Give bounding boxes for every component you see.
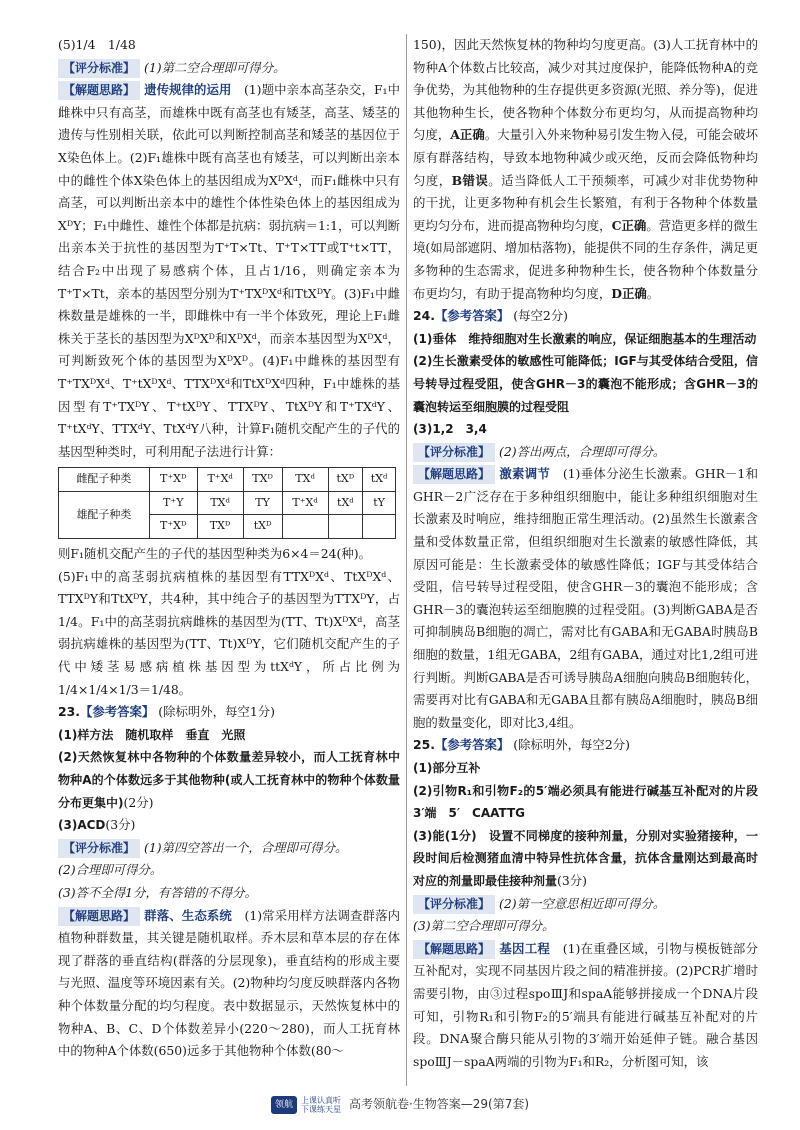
female-gamete-label: 雌配子种类: [59, 468, 150, 492]
gamete-cell: tY: [363, 491, 396, 515]
solution-text: (1)垂体分泌生长激素。GHR－1和GHR－2广泛存在于多种组织细胞中，能让多种组织细胞对生长激素及时响应，维持细胞正常生理活动。(2)虽然生长激素含量和受体数量正常，但组织细胞对生长激素的敏感性降低，其原因可能是：生长激素受体的敏感性降低；IGF与其受体结合受阻，信号转导过程受阻，使含GHR－3的囊泡不能形成；含GHR－3的囊泡转运至细胞膜的过程受阻。(3)判断GABA是否可抑制胰岛B细胞的凋亡，需对比有GABA和无GABA时胰岛B细胞的数量，1组无GABA，2组有GABA，通过对比1,2组可进行判断。判断GABA是否可诱导胰岛A细胞向胰岛B细胞转化，需要再对比有GABA和无GABA且都有胰岛A细胞时，胰岛B细胞的数量变化，即对比3,4组。: [413, 466, 759, 730]
gamete-cell: T⁺Xᵈ: [282, 491, 328, 515]
scoring-text: (2)答出两点，合理即可得分。: [499, 443, 666, 459]
verdict: A正确: [450, 127, 485, 143]
knowledge-point: 基因工程: [499, 940, 551, 956]
gamete-cell: TXᵈ: [197, 491, 243, 515]
scoring-text: (3)答不全得1分，有答错的不得分。: [58, 884, 257, 900]
knowledge-point: 遗传规律的运用: [144, 82, 232, 98]
answer-text: (3)能(1分) 设置不同梯度的接种剂量，分别对实验猪接种，一段时间后检测猪血清中特异性抗体含量，抗体含量刚达到最高时对应的剂量即最佳接种剂量: [413, 828, 758, 888]
gamete-cell: T⁺Xᴰ: [149, 515, 197, 539]
scoring-criteria-q25: [413, 893, 758, 916]
solution-tag: 【解题思路】: [58, 81, 140, 100]
gamete-table: [58, 467, 396, 539]
gamete-cell: T⁺Xᵈ: [197, 468, 243, 492]
q24-header: [413, 305, 758, 328]
scoring-text: (3)第二空合理即可得分。: [413, 918, 555, 934]
question-number: 23.: [58, 704, 80, 720]
brand-slogan: [301, 1096, 341, 1114]
score-note: (除标明外，每空1分): [158, 704, 275, 720]
solution-tag: 【解题思路】: [58, 907, 140, 926]
solution-text: (1)在重叠区域，引物与模板链部分互补配对，实现不同基因片段之间的精准拼接。(2)PCR扩增时需要引物，由③过程spoⅢJ和spaA能够拼接成一个DNA片段可知，引物R₁和引物F₂的5′端具有能进行碱基互补配对的片段。DNA聚合酶只能从引物的3′端开始延伸子链。融合基因spoⅢJ－spaA两端的引物为F₁和R₂，分析图可知，该: [413, 940, 759, 1069]
solution-q22-cont: 则F₁随机交配产生的子代的基因型种类为6×4＝24(种)。: [58, 546, 371, 562]
left-column: [58, 34, 400, 1063]
knowledge-point: 群落、生态系统: [144, 907, 232, 923]
scoring-text: (2)合理即可得分。: [58, 862, 163, 878]
q23-answer-1: (1)样方法 随机取样 垂直 光照: [58, 727, 246, 742]
gamete-cell: tXᴰ: [328, 468, 363, 492]
q23-answer-2: [58, 746, 400, 814]
slogan-line: 上课认真听: [300, 1095, 341, 1105]
solution-tag: 【解题思路】: [413, 465, 495, 484]
gamete-cell: [282, 515, 328, 539]
column-divider: [406, 34, 407, 1086]
gamete-cell: tXᵈ: [328, 491, 363, 515]
q23-answer-3: [58, 814, 400, 837]
answer-tag: 【参考答案】: [79, 704, 155, 720]
scoring-text: (2)第一空意思相近即可得分。: [499, 895, 666, 911]
scoring-tag: 【评分标准】: [58, 59, 140, 78]
gamete-cell: TXᴰ: [197, 515, 243, 539]
solution-text: (1)常采用样方法调查群落内植物种群数量，其关键是随机取样。乔木层和草本层的存在体现了群落的垂直结构(群落的分层现象)，垂直结构的形成主要与光照、温度等环境因素有关。(2)物种均匀度反映群落内各物种个体数量分配的均匀程度。表中数据显示，天然恢复林中的物种A、B、C、D个体数差异小(220～280)，而人工抚育林中的物种A个体数(650)远多于其他物种个体数(80～: [58, 907, 400, 1059]
gamete-cell: TY: [243, 491, 282, 515]
answer-tag: 【参考答案】: [434, 308, 510, 324]
gamete-cell: TXᵈ: [282, 468, 328, 492]
gamete-cell: [328, 515, 363, 539]
slogan-line: 下课练天星: [300, 1104, 341, 1114]
q25-header: [413, 734, 758, 757]
scoring-criteria-q24: [413, 441, 758, 464]
right-column: [413, 34, 771, 1073]
q24-answer-3: (3)1,2 3,4: [413, 422, 487, 437]
scoring-text: (1)第二空合理即可得分。: [144, 59, 286, 75]
scoring-tag: 【评分标准】: [58, 839, 140, 858]
scoring-tag: 【评分标准】: [413, 443, 495, 462]
solution-q23-cont: 150)，因此天然恢复林的物种均匀度更高。(3)人工抚育林中的物种A个体数占比较高，减少对其过度保护，能降低物种A的竞争优势，为其他物种的生存提供更多资源(光照、养分等)，促进其他物种生长，使各物种个体数分布更均匀，从而提高物种均匀度，A正确。大量引入外来物种易引发生物入侵，可能会破坏原有群落结构，导致本地物种减少或灭绝，反而会降低物种均匀度，B错误。适当降低人工干预频率，可减少对非优势物种的干扰，让更多物种有机会生长繁殖，有利于各物种个体数量更均匀分布，进而提高物种均匀度，C正确。营造更多样的微生境(如局部遮阴、增加枯落物)，能提供不同的生存条件，满足更多物种的生态需求，促进多种物种生长，使各物种个体数量分布更均匀，有助于提高物种均匀度，D正确。: [413, 37, 759, 301]
answer-text: (3)ACD: [58, 818, 106, 833]
solution-text: 。营造更多样的微生境(如局部遮阴、增加枯落物)，能提供不同的生存条件，满足更多物种的生态需求，促进多种物种生长，使各物种个体数量分布更均匀，有助于提高物种均匀度，: [413, 217, 758, 301]
score-text: (3分): [105, 817, 136, 833]
solution-q24: [413, 463, 758, 734]
question-number: 25.: [413, 737, 435, 753]
solution-q25: [413, 938, 758, 1074]
score-text: (2分): [123, 794, 154, 810]
verdict: C正确: [611, 217, 647, 233]
q24-answer-1: (1)垂体 维持细胞对生长激素的响应，保证细胞基本的生理活动: [413, 331, 757, 346]
answer-tag: 【参考答案】: [434, 737, 510, 753]
gamete-cell: T⁺Y: [149, 491, 197, 515]
solution-text: 。大量引入外来物种易引发生物入侵，可能会破坏原有群落结构，导致本地物种减少或灭绝，反而会降低物种均匀度，: [413, 127, 759, 188]
knowledge-point: 激素调节: [499, 466, 551, 482]
solution-text: 。适当降低人工干预频率，可减少对非优势物种的干扰，让更多物种有机会生长繁殖，有利于各物种个体数量更均匀分布，进而提高物种均匀度，: [413, 172, 759, 233]
gamete-cell: [363, 515, 396, 539]
q25-answer-1: (1)部分互补: [413, 761, 481, 775]
brand-logo: 领航: [271, 1096, 297, 1114]
q23-header: [58, 701, 400, 724]
scoring-tag: 【评分标准】: [413, 895, 495, 914]
solution-text: 150)，因此天然恢复林的物种均匀度更高。(3)人工抚育林中的物种A个体数占比较高，减少对其过度保护，能降低物种A的竞争优势，为其他物种的生存提供更多资源(光照、养分等)，促进其他物种生长，使各物种个体数分布更均匀，从而提高物种均匀度，: [413, 37, 758, 143]
score-note: (除标明外，每空2分): [513, 737, 630, 753]
scoring-criteria-q22: [58, 57, 400, 80]
scoring-text: (1)第四空答出一个，合理即可得分。: [144, 839, 348, 855]
page-footer: [0, 1095, 800, 1114]
q25-answer-2: (2)引物R₁和引物F₂的5′端必须具有能进行碱基互补配对的片段 3′端 5′ CAATTG: [413, 783, 771, 821]
solution-text: (1)题中亲本高茎杂交，F₁中雌株中只有高茎，而雄株中既有高茎也有矮茎，高茎、矮茎的遗传与性别相关联，依此可以判断控制高茎和矮茎的基因位于X染色体上。(2)F₁雄株中既有高茎也有矮茎，可以判断出亲本中的雌性个体X染色体上的基因组成为XᴰXᵈ，而F₁雌株中只有高茎，可以判断出亲本中的雄性个体性染色体上的基因组成为XᴰY；F₁中雌性、雄性个体都是抗病：弱抗病＝1:1，可以判断出亲本关于抗性的基因型为T⁺T×Tt、T⁺T×TT或T⁺t×TT，结合F₂中出现了易感病个体，且占1/16，则确定亲本为T⁺T×Tt，亲本的基因型分别为T⁺TXᴰXᵈ和TtXᴰY。(3)F₁中雌株数量是雄株的一半，即雌株中有一半个体致死，理论上F₁雌株关于茎长的基因型为XᴰXᴰ和XᴰXᵈ，而亲本基因型为XᴰXᵈ，可判断致死个体的基因型为XᴰXᴰ。(4)F₁中雌株的基因型有T⁺TXᴰXᵈ、T⁺tXᴰXᵈ、TTXᴰXᵈ和TtXᴰXᵈ四种，F₁中雄株的基因型有T⁺TXᴰY、T⁺tXᴰY、TTXᴰY、TtXᴰY和T⁺TXᵈY、T⁺tXᵈY、TTXᵈY、TtXᵈY八种，计算F₁随机交配产生的子代的基因型种类时，可利用配子法进行计算：: [58, 82, 400, 459]
gamete-cell: tXᴰ: [243, 515, 282, 539]
solution-q22: [58, 79, 400, 463]
question-number: 24.: [413, 308, 435, 324]
q25-answer-3: [413, 825, 758, 893]
gamete-cell: TXᴰ: [243, 468, 282, 492]
q24-answer-2: (2)生长激素受体的敏感性可能降低；IGF与其受体结合受阻，信号转导过程受阻，使含GHR－3的囊泡不能形成；含GHR－3的囊泡转运至细胞膜的过程受阻: [413, 354, 758, 414]
male-gamete-label: 雄配子种类: [59, 491, 150, 538]
answer-q22-5: (5)1/4 1/48: [58, 37, 136, 52]
solution-q22-5: (5)F₁中的高茎弱抗病植株的基因型有TTXᴰXᵈ、TtXᴰXᵈ、TTXᴰY和TtXᴰY，共4种，其中纯合子的基因型为TTXᴰY，占1/4。F₁中的高茎弱抗病雌株的基因型为(TT、Tt)XᴰXᵈ，高茎弱抗病雄株的基因型为(TT、Tt)XᴰY，它们随机交配产生的子代中矮茎易感病植株基因型为ttXᵈY，所占比例为1/4×1/4×1/3＝1/48。: [58, 568, 400, 697]
score-note: (每空2分): [513, 308, 568, 324]
scoring-criteria-q23: [58, 837, 400, 860]
gamete-cell: T⁺Xᴰ: [149, 468, 197, 492]
verdict: D正确: [611, 285, 647, 301]
footer-text: 高考领航卷·生物答案—29(第7套): [348, 1097, 530, 1111]
score-text: (3分): [557, 872, 587, 888]
answer-text: (2)天然恢复林中各物种的个体数量差异较小，而人工抚育林中物种A的个体数远多于其他物种(或人工抚育林中的物种个体数量分布更集中): [58, 750, 400, 810]
solution-q23: [58, 905, 400, 1063]
verdict: B错误: [451, 172, 489, 188]
solution-tag: 【解题思路】: [413, 940, 495, 959]
gamete-cell: tXᵈ: [363, 468, 396, 492]
